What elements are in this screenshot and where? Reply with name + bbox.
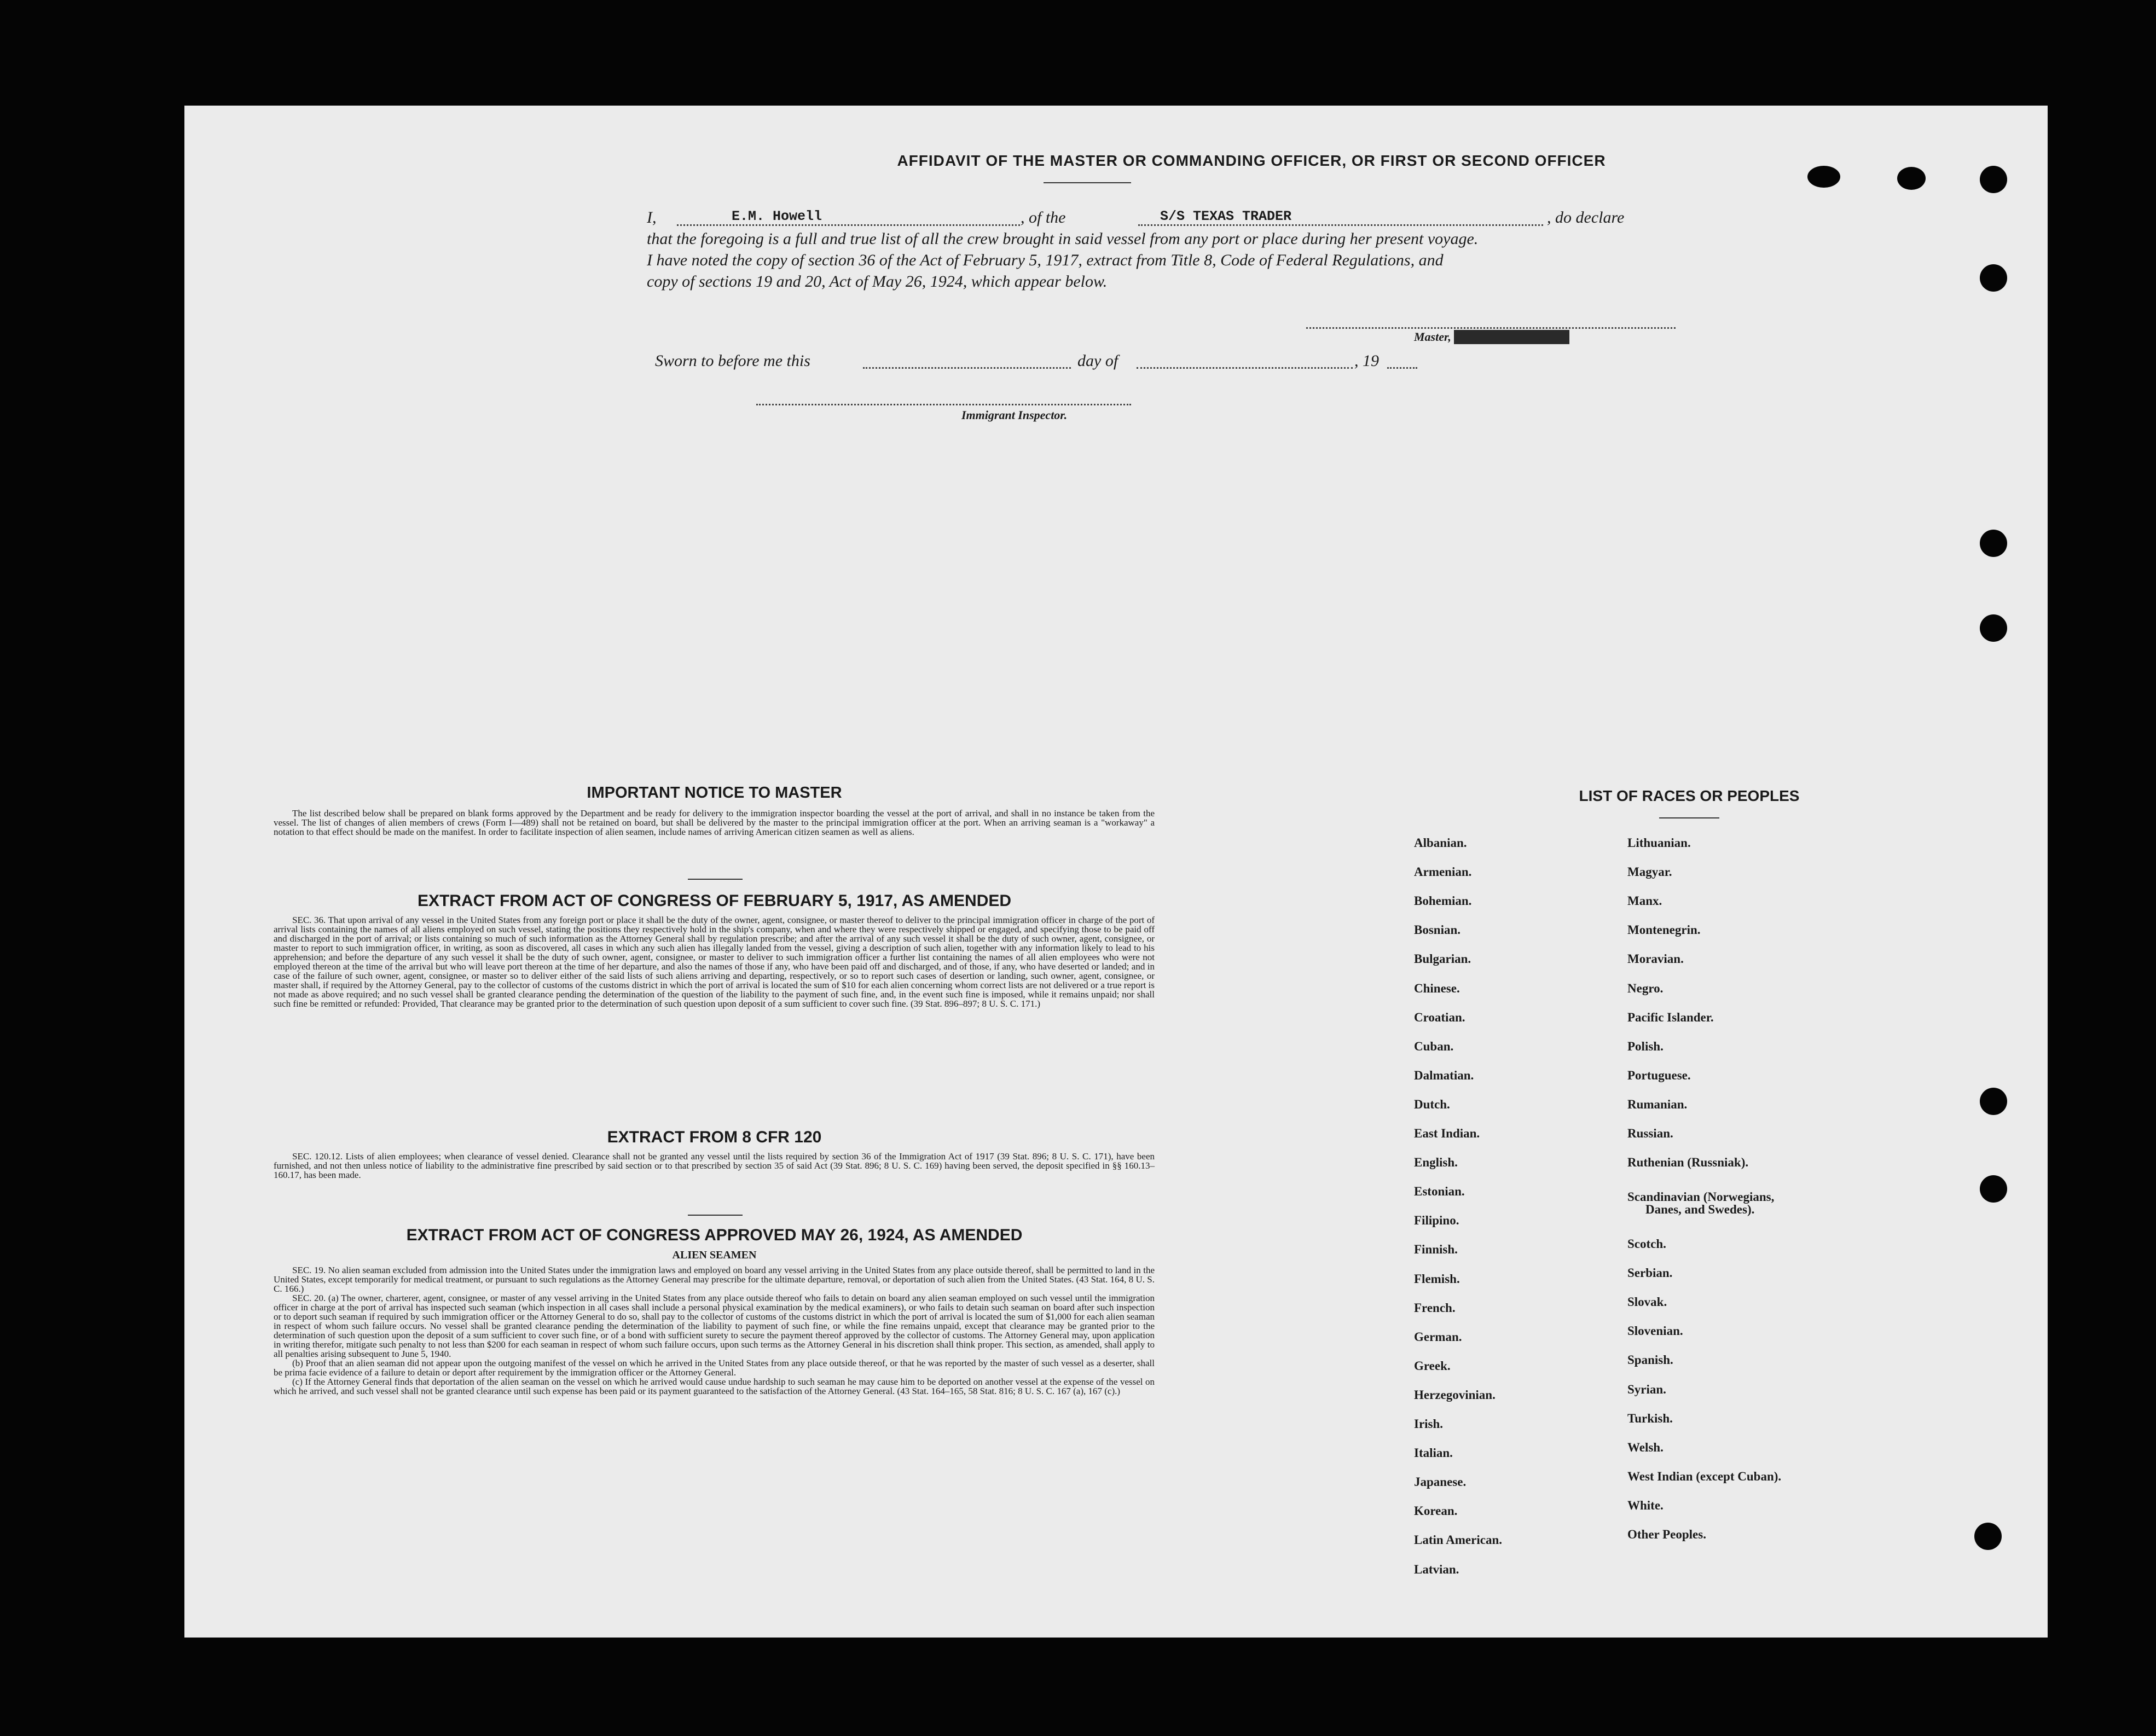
- race-item: Chinese.: [1414, 981, 1460, 995]
- race-item: Pacific Islander.: [1627, 1010, 1714, 1024]
- race-item: Dalmatian.: [1414, 1068, 1474, 1082]
- race-item: Danes, and Swedes).: [1645, 1203, 1755, 1216]
- race-item: Montenegrin.: [1627, 923, 1701, 937]
- race-item: German.: [1414, 1329, 1462, 1344]
- race-item: Negro.: [1627, 981, 1664, 995]
- notice-text: [274, 809, 1155, 837]
- race-item: Scotch.: [1627, 1237, 1666, 1251]
- race-item: Korean.: [1414, 1504, 1458, 1518]
- section-36-paragraph: SEC. 36. That upon arrival of any vessel in the United States from any foreign port or place it shall be the duty of the owner, agent, consignee, or master thereof to deliver to the principal immigration officer in charge of the port of arrival lists containing the names of all aliens employed on such vessel, stating the positions they respectively hold in the ship's company, when and where they were respectively shipped or engaged, and specifying those to be paid off and discharged in the port of arrival; or lists containing so much of such information as the Attorney General shall by regulation prescribe; and after the arrival of any such vessel it shall be the duty of such owner, agent, consignee, or master to report to such immigration officer, in writing, as soon as discovered, all cases in which any such alien has illegally landed from the vessel, giving a description of such alien, together with any information likely to lead to his apprehension; and before the departure of any such vessel it shall be the duty of such owner, agent, consignee, or master to deliver to such immigration officer a further list containing the names of all alien employees who were not employed thereon at the time of the arrival but who will leave port thereon at the time of her departure, and also the names of those if any, who have been paid off and discharged, and of those, if any, who have deserted or landed; and in case of the failure of such owner, agent, consignee, or master so to deliver either of the said lists of such aliens arriving and departing, respectively, or so to report such cases of desertion or landing, such owner, agent, consignee, or master shall, if required by the Attorney General, pay to the collector of customs of the customs district in which the port of arrival is located the sum of $10 for each alien concerning whom correct lists are not delivered or a true report is not made as above required; and no such vessel shall be granted clearance pending the determination of the question of the liability to the payment of such fine, and, in the event such fine is imposed, while it remains unpaid; nor shall such fine be remitted or refunded: Provided, That clearance may be granted prior to the determination of such question upon deposit of a sum sufficient to cover such fine. (39 Stat. 896–897; 8 U. S. C. 171.): [274, 915, 1155, 1009]
- race-item: Syrian.: [1627, 1382, 1666, 1396]
- notice-paragraph: The list described below shall be prepared on blank forms approved by the Department and be ready for delivery to the immigration inspector boarding the vessel at the port of arrival, and shall in no instance be taken from the vessel. The list of changes of alien members of crews (Form I—489) shall not be retained on board, but shall be delivered by the master to the principal immigration officer at the port. When an arriving seaman is a "workaway" a notation to that effect should be made on the manifest. In order to facilitate inspection of alien seamen, include names of arriving American citizen seamen as well as aliens.: [274, 808, 1155, 837]
- year-text: , 19: [1354, 352, 1379, 370]
- section-19-paragraph: SEC. 19. No alien seaman excluded from admission into the United States under the immigration laws and employed on board any vessel arriving in the United States from any place outside thereof, shall be permitted to land in the United States, except temporarily for medical treatment, or pursuant to such regulations as the Attorney General may prescribe for the ultimate departure, removal, or deportation of such alien from the United States. (43 Stat. 164, 8 U. S. C. 166.): [274, 1265, 1155, 1294]
- master-name: E.M. Howell: [732, 208, 822, 224]
- races-title: LIST OF RACES OR PEOPLES: [1579, 787, 1800, 804]
- vessel-dotted-line: [1138, 224, 1543, 226]
- day-of-text: day of: [1077, 352, 1118, 370]
- race-item: Turkish.: [1627, 1411, 1673, 1425]
- race-item: Bulgarian.: [1414, 952, 1471, 966]
- race-item: Portuguese.: [1627, 1068, 1691, 1082]
- section-20a-paragraph: SEC. 20. (a) The owner, charterer, agent, consignee, or master of any vessel arriving in the United States from any place outside thereof who fails to detain on board any alien seaman employed on such vessel until the immigration officer in charge at the port of arrival has inspected such seaman (which inspection in all cases shall include a personal physical examination by the medical examiners), or who fails to detain such seaman on board after such inspection or to deport such seaman if required by such immigration officer or the Attorney General to do so, shall pay to the collector of customs of the customs district in which the port of arrival is located the sum of $1,000 for each alien seaman in respect of whom such failure occurs. No vessel shall be granted clearance pending the determination of the liability to payment of such fine, or while the fine remains unpaid, except that clearance may be granted prior to the determination of such question upon the deposit of a sum sufficient to cover such fine, or of a bond with sufficient surety to secure the payment thereof approved by the collector of customs. The Attorney General may, upon application in writing therefor, mitigate such penalty to not less than $200 for each seaman in respect of whom such failure occurs, upon such terms as the Attorney General in his discretion shall think proper. This section, as amended, shall apply to all penalties arising subsequent to June 5, 1940.: [274, 1293, 1155, 1359]
- inspector-signature-line: [756, 404, 1131, 405]
- extract-1917-title: EXTRACT FROM ACT OF CONGRESS OF FEBRUARY 5, 1917, AS AMENDED: [417, 892, 1012, 910]
- race-item: Spanish.: [1627, 1353, 1673, 1367]
- struck-officer-label: First or Second Officer: [1454, 330, 1569, 344]
- race-item: Greek.: [1414, 1358, 1451, 1373]
- race-item: Finnish.: [1414, 1243, 1458, 1257]
- race-item: West Indian (except Cuban).: [1627, 1469, 1782, 1483]
- extract-1917-text: [274, 915, 1155, 1008]
- affidavit-line-2: that the foregoing is a full and true list of all the crew brought in said vessel from any port or place during her present voyage.: [647, 230, 1479, 248]
- affidavit-declare: , do declare: [1547, 208, 1625, 227]
- affidavit-i: I,: [647, 208, 657, 227]
- section-20b-paragraph: (b) Proof that an alien seaman did not appear upon the outgoing manifest of the vessel on which he arrived in the United States from any place outside thereof, or that he was reported by the master of such vessel as a deserter, shall be prima facie evidence of a failure to detain or deport after requirement by the immigration officer or the Attorney General.: [274, 1358, 1155, 1378]
- ink-blot: [1897, 167, 1926, 190]
- race-item: Flemish.: [1414, 1271, 1460, 1286]
- race-item: Herzegovinian.: [1414, 1387, 1496, 1402]
- affidavit-of-the: , of the: [1021, 208, 1066, 227]
- divider: [688, 1215, 743, 1216]
- sworn-text: Sworn to before me this: [655, 352, 810, 370]
- punch-hole: [1974, 1523, 2002, 1550]
- race-item: Bohemian.: [1414, 894, 1472, 908]
- race-item: Latin American.: [1414, 1533, 1502, 1547]
- race-item: Cuban.: [1414, 1039, 1454, 1053]
- race-item: Slovenian.: [1627, 1324, 1683, 1338]
- sworn-year-line: [1387, 367, 1417, 369]
- race-item: Croatian.: [1414, 1010, 1465, 1024]
- race-item: Manx.: [1627, 894, 1662, 908]
- sworn-month-line: [1137, 367, 1353, 369]
- master-signature-line: [1306, 327, 1676, 329]
- affidavit-line-4: copy of sections 19 and 20, Act of May 26, 1924, which appear below.: [647, 272, 1108, 291]
- race-item: Russian.: [1627, 1127, 1673, 1140]
- race-item: White.: [1627, 1498, 1664, 1512]
- punch-hole: [1980, 166, 2007, 193]
- race-item: Albanian.: [1414, 836, 1467, 850]
- race-item: Dutch.: [1414, 1097, 1450, 1111]
- race-item: Armenian.: [1414, 865, 1472, 879]
- section-120-12-paragraph: SEC. 120.12. Lists of alien employees; when clearance of vessel denied. Clearance shall not be granted any vessel until the lists required by section 36 of the Immigration Act of 1917 (39 Stat. 896; 8 U. S. C. 171), have been furnished, and not then unless notice of liability to the administrative fine prescribed by said section or to that prescribed by section 35 of said Act (39 Stat. 896; 8 U. S. C. 169) having been served, the deposit specified in §§ 160.13–160.17, has been made.: [274, 1151, 1155, 1180]
- vessel-name: S/S TEXAS TRADER: [1160, 208, 1292, 224]
- extract-1924-text: [274, 1265, 1155, 1396]
- punch-hole: [1980, 264, 2007, 292]
- race-item: Irish.: [1414, 1417, 1444, 1431]
- race-item: Slovak.: [1627, 1295, 1667, 1309]
- affidavit-title: AFFIDAVIT OF THE MASTER OR COMMANDING OFFICER, OR FIRST OR SECOND OFFICER: [897, 152, 1606, 169]
- race-item: Other Peoples.: [1627, 1528, 1706, 1541]
- race-item: Scandinavian (Norwegians,: [1627, 1190, 1775, 1204]
- inspector-label: Immigrant Inspector.: [961, 408, 1068, 422]
- ink-blot: [1807, 166, 1840, 188]
- race-item: Estonian.: [1414, 1185, 1465, 1199]
- alien-seamen-subtitle: ALIEN SEAMEN: [672, 1249, 757, 1261]
- race-item: Bosnian.: [1414, 923, 1461, 937]
- divider: [688, 879, 743, 880]
- divider: [1659, 817, 1719, 818]
- race-item: Moravian.: [1627, 952, 1684, 966]
- race-item: Latvian.: [1414, 1562, 1459, 1576]
- race-item: Japanese.: [1414, 1475, 1467, 1489]
- race-item: Polish.: [1627, 1039, 1664, 1053]
- race-item: Italian.: [1414, 1446, 1453, 1460]
- affidavit-line-3: I have noted the copy of section 36 of the Act of February 5, 1917, extract from Title 8, Code of Federal Regulations, and: [647, 251, 1444, 269]
- sworn-day-line: [863, 367, 1071, 369]
- race-item: Ruthenian (Russniak).: [1627, 1156, 1749, 1170]
- race-item: Filipino.: [1414, 1214, 1459, 1228]
- extract-1924-title: EXTRACT FROM ACT OF CONGRESS APPROVED MAY 26, 1924, AS AMENDED: [406, 1226, 1023, 1244]
- race-item: Serbian.: [1627, 1266, 1673, 1280]
- race-item: Welsh.: [1627, 1440, 1664, 1454]
- manifest-sheet: [184, 106, 2048, 1638]
- punch-hole: [1980, 530, 2007, 557]
- race-item: French.: [1414, 1300, 1456, 1315]
- punch-hole: [1980, 1088, 2007, 1115]
- section-20c-paragraph: (c) If the Attorney General finds that deportation of the alien seaman on the vessel on which he arrived would cause undue hardship to such seaman he may cause him to be deported on another vessel at the expense of the vessel on which he arrived, and such vessel shall not be granted clearance until such expense has been paid or its payment guaranteed to the satisfaction of the Attorney General. (43 Stat. 164–165, 58 Stat. 816; 8 U. S. C. 167 (a), 167 (c).): [274, 1377, 1155, 1396]
- race-item: Magyar.: [1627, 865, 1672, 879]
- extract-8cfr-text: [274, 1152, 1155, 1180]
- punch-hole: [1980, 614, 2007, 642]
- race-item: Rumanian.: [1627, 1097, 1688, 1111]
- race-item: East Indian.: [1414, 1127, 1480, 1140]
- divider: [1044, 182, 1131, 183]
- extract-8cfr-title: EXTRACT FROM 8 CFR 120: [607, 1128, 822, 1146]
- race-item: English.: [1414, 1156, 1458, 1170]
- master-signature-label: Master, First or Second Officer: [1414, 330, 1569, 344]
- race-item: Lithuanian.: [1627, 836, 1691, 850]
- punch-hole: [1980, 1175, 2007, 1203]
- notice-title: IMPORTANT NOTICE TO MASTER: [587, 784, 842, 802]
- name-dotted-line: [677, 224, 1020, 226]
